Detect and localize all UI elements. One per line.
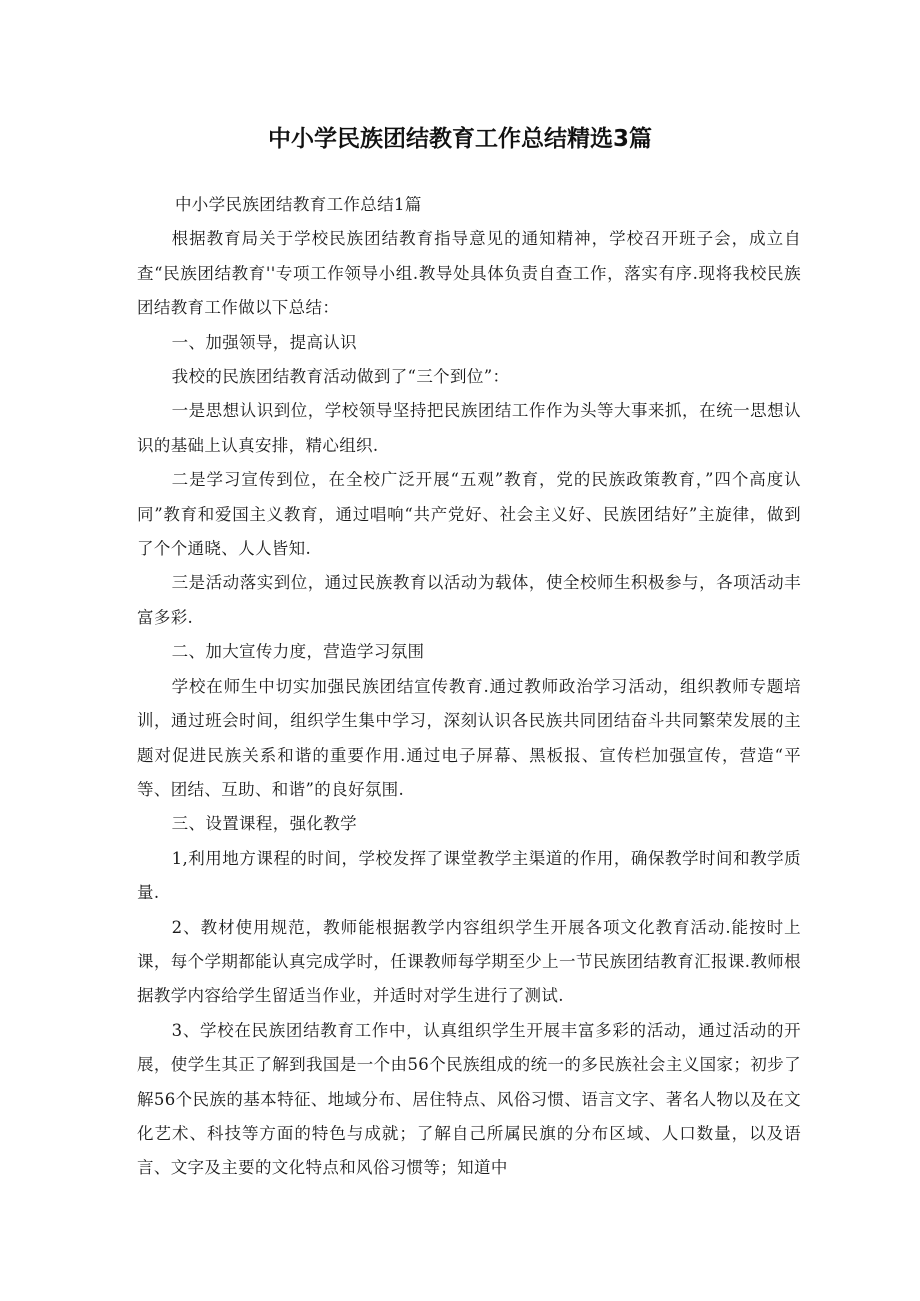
section-subtitle: 中小学民族团结教育工作总结1篇 xyxy=(174,195,422,214)
list-item: 3、学校在民族团结教育工作中，认真组织学生开展丰富多彩的活动，通过活动的开展，使学生其正了解到我国是一个由56个民族组成的统一的多民族社会主义国家；初步了解56个民族的基本特征、地域分布、居住特点、风俗习惯、语言文字、著名人物以及在文化艺术、科技等方面的特色与成就；了解自己所属民旗的分布区域、人口数量，以及语言、文字及主要的文化特点和风俗习惯等；知道中 xyxy=(137,1020,801,1178)
list-item: 2、教材使用规范，教师能根据教学内容组织学生开展各项文化教育活动.能按时上课，每个学期都能认真完成学时，任课教师每学期至少上一节民族团结教育汇报课.教师根据教学内容给学生留适当作业，并适时对学生进行了测试. xyxy=(137,917,801,1006)
document-title: 中小学民族团结教育工作总结精选3篇 xyxy=(267,126,652,152)
body-paragraph: 学校在师生中切实加强民族团结宣传教育.通过教师政治学习活动，组织教师专题培训，通过班会时间，组织学生集中学习，深刻认识各民族共同团结奋斗共同繁荣发展的主题对促进民族关系和谐的重要作用.通过电子屏幕、黑板报、宣传栏加强宣传，营造“平等、团结、互助、和谐”的良好氛围. xyxy=(137,676,801,799)
body-paragraph: 三是活动落实到位，通过民族教育以活动为载体，使全校师生积极参与，各项活动丰富多彩. xyxy=(137,573,801,627)
body-paragraph: 我校的民族团结教育活动做到了“三个到位”： xyxy=(171,367,510,387)
body-paragraph: 二是学习宣传到位，在全校广泛开展“五观”教育，党的民族政策教育，”四个高度认同”教育和爱国主义教育，通过唱响“共产党好、社会主义好、民族团结好”主旋律，做到了个个通晓、人人皆知. xyxy=(137,470,801,559)
section-heading-1: 一、加强领导，提高认识 xyxy=(171,332,357,352)
body-paragraph: 一是思想认识到位，学校领导坚持把民族团结工作作为头等大事来抓，在统一思想认识的基础上认真安排，精心组织. xyxy=(137,401,801,455)
section-heading-2: 二、加大宣传力度，营造学习氛围 xyxy=(171,642,425,662)
intro-paragraph: 根据教育局关于学校民族团结教育指导意见的通知精神，学校召开班子会，成立自查“民族团结教育''专项工作领导小组.教导处具体负责自查工作，落实有序.现将我校民族团结教育工作做以下总结： xyxy=(137,229,801,318)
document-body xyxy=(137,188,801,1186)
section-heading-3: 三、设置课程，强化教学 xyxy=(171,814,357,834)
list-item: 1,利用地方课程的时间，学校发挥了课堂教学主渠道的作用，确保教学时间和教学质量. xyxy=(137,848,801,903)
